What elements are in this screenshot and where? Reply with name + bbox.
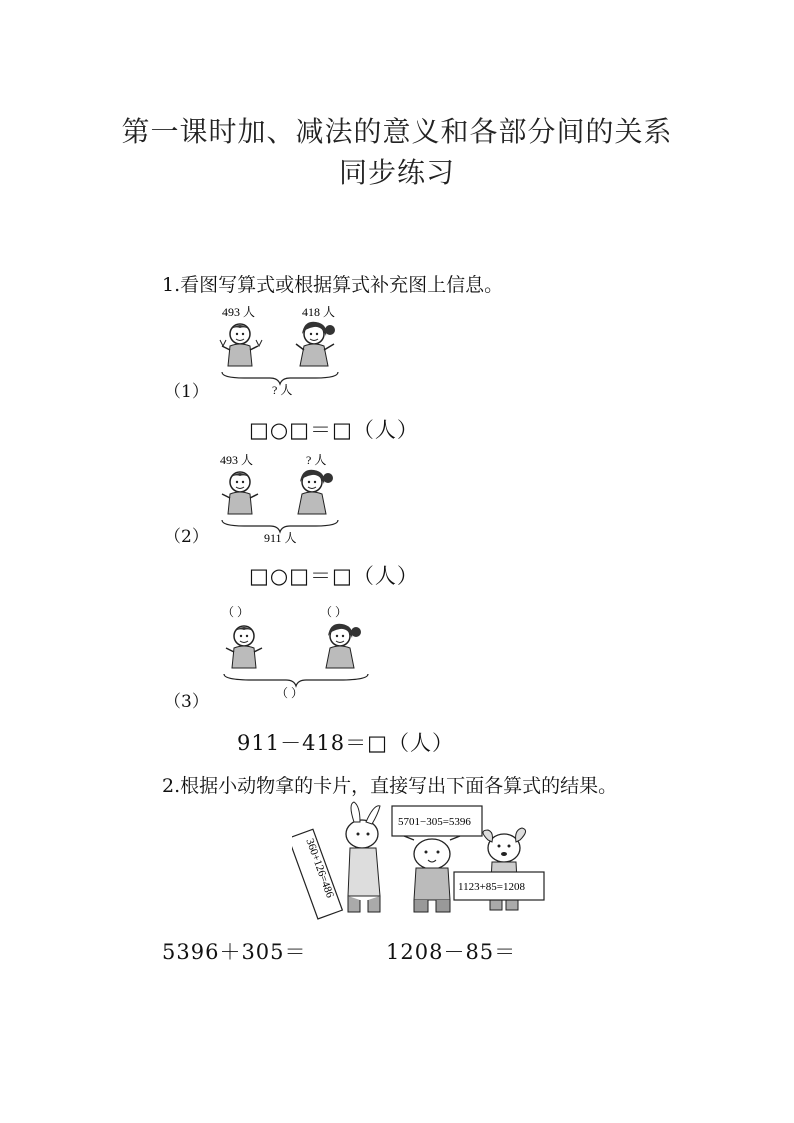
left-count-label: 493 人 (222, 305, 256, 319)
boy-figure-icon (226, 626, 262, 668)
left-count-label: 493 人 (220, 453, 254, 467)
girl-figure-icon (298, 470, 333, 514)
part-2-equation: □○□＝□（人） (249, 564, 419, 588)
boy-figure-icon (222, 472, 258, 514)
part-3-label: （3） (164, 692, 209, 712)
boy-figure-icon (220, 324, 262, 366)
part-3-equation: 911－418＝□（人） (237, 731, 455, 755)
total-label: 911 人 (264, 531, 297, 544)
figure-part-2 (214, 450, 344, 544)
right-count-label: ? 人 (306, 453, 327, 467)
brace-icon (224, 674, 368, 686)
page-title: 第一课时加、减法的意义和各部分间的关系 (121, 115, 673, 148)
figure-part-1 (214, 302, 344, 396)
card-1-text: 360+126=486 (303, 837, 336, 900)
exercise-2: 1208－85＝ (386, 940, 517, 964)
part-1-equation: □○□＝□（人） (249, 418, 419, 442)
exercise-1: 5396＋305＝ (162, 940, 307, 964)
question-1-heading: 1.看图写算式或根据算式补充图上信息。 (162, 274, 504, 296)
total-label: ? 人 (272, 383, 293, 396)
part-2-label: （2） (164, 527, 209, 547)
question-2-heading: 2.根据小动物拿的卡片，直接写出下面各算式的结果。 (162, 775, 618, 797)
rabbit-figure-icon (346, 802, 380, 912)
right-count-label: 418 人 (302, 305, 336, 319)
figure-part-3 (216, 602, 376, 702)
animals-figure (292, 800, 546, 920)
left-count-label: （ ） (222, 605, 250, 619)
card-1 (292, 829, 342, 919)
page-subtitle: 同步练习 (338, 156, 455, 189)
part-1-label: （1） (164, 382, 209, 402)
card-3-text: 1123+85=1208 (458, 881, 525, 893)
girl-figure-icon (296, 322, 335, 366)
card-2-text: 5701−305=5396 (398, 816, 471, 828)
girl-figure-icon (326, 624, 361, 668)
right-count-label: （ ） (320, 605, 348, 619)
total-label: （ ） (276, 686, 304, 700)
